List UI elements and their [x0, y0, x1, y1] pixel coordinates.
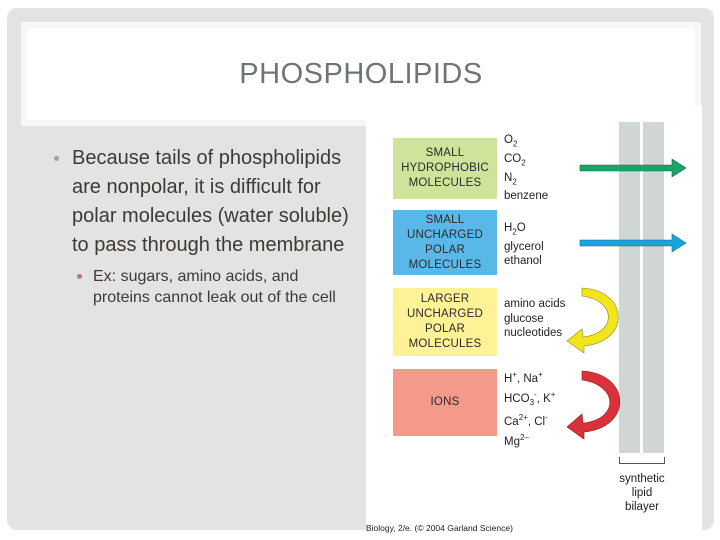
example-ca-cl: $Ca^{2+}$, Cl-: [504, 412, 548, 428]
bilayer-label-line: synthetic: [619, 473, 665, 485]
bullet-item: [52, 144, 357, 260]
blue-arrow-icon: [580, 234, 686, 252]
red-curved-arrow-icon: [567, 371, 620, 439]
example-co2: $CO_2$: [504, 152, 526, 168]
bullet-text: Because tails of phospholipids are nonpolar, it is difficult for polar molecules (water soluble) to pass through the membrane: [72, 147, 349, 256]
sub-bullet-dot-icon: [77, 274, 82, 279]
example-nucleotides: nucleotides: [504, 327, 563, 339]
category-label-line: POLAR: [424, 323, 465, 335]
example-benzene: benzene: [504, 190, 549, 203]
example-amino-acids: amino acids: [504, 298, 566, 310]
example-h-na: H+, Na+: [504, 370, 543, 385]
membrane-permeability-figure: [366, 105, 702, 530]
category-label-line: SMALL: [425, 213, 465, 226]
example-hco3-k: $HCO_3^-$, K+: [504, 389, 556, 407]
category-label-line: IONS: [430, 396, 460, 408]
example-h2o: $H_2O$: [504, 222, 526, 237]
sub-bullet-text: Ex: sugars, amino acids, and proteins cannot leak out of the cell: [93, 268, 336, 306]
category-label-line: UNCHARGED: [407, 228, 483, 241]
category-label-line: SMALL: [425, 147, 465, 159]
category-label-line: POLAR: [424, 243, 465, 256]
example-glucose: glucose: [504, 312, 544, 325]
figure-caption: Biology, 2/e. (© 2004 Garland Science): [366, 523, 513, 533]
category-label-line: HYDROPHOBIC: [401, 162, 489, 174]
example-n2: $N_2$: [504, 171, 517, 186]
category-label-line: MOLECULES: [408, 338, 482, 350]
green-arrow-icon: [580, 159, 686, 177]
example-ethanol: ethanol: [504, 255, 542, 268]
example-glycerol: glycerol: [504, 240, 544, 253]
example-o2: $O_2$: [504, 134, 518, 149]
category-label-line: LARGER: [420, 293, 470, 305]
bullet-dot-icon: [54, 156, 59, 161]
category-label-line: MOLECULES: [408, 258, 482, 271]
example-mg: $Mg^{2-}$: [504, 432, 529, 448]
bilayer-label-line: lipid: [631, 487, 653, 499]
slide-title: PHOSPHOLIPIDS: [239, 58, 483, 90]
category-label-line: MOLECULES: [408, 177, 482, 189]
body-text: [52, 144, 357, 308]
permeability-arrows: [366, 105, 702, 530]
bilayer-label-line: bilayer: [625, 501, 659, 513]
category-label-line: UNCHARGED: [407, 308, 483, 320]
yellow-curved-arrow-icon: [567, 288, 618, 353]
sub-bullet-item: [73, 266, 357, 308]
